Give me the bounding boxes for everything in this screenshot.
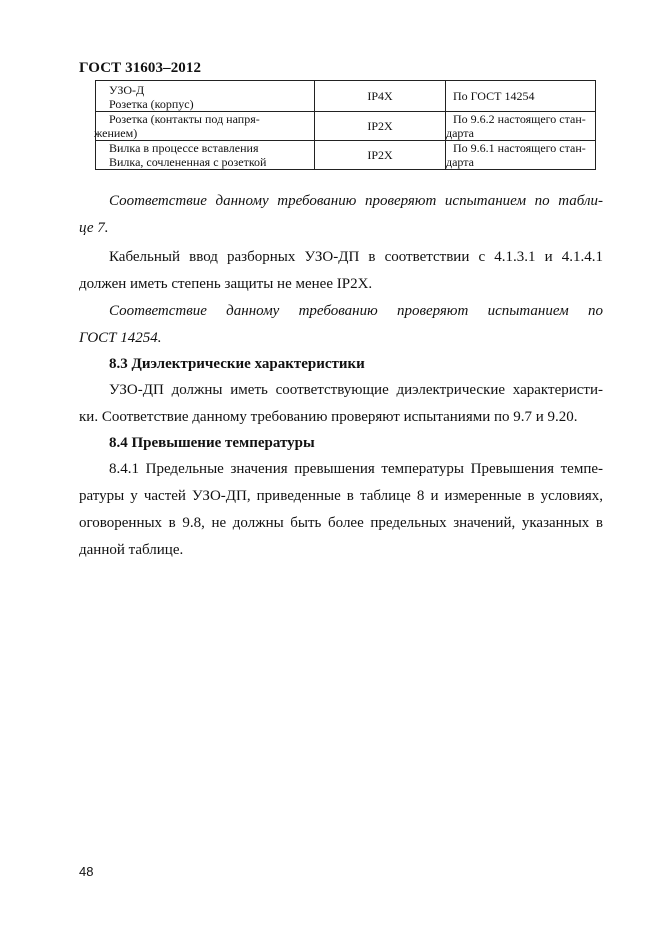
cell-line: УЗО-Д xyxy=(109,83,145,97)
table-row xyxy=(96,112,596,141)
text-line: Соответствие данному требованию проверяют испытанием по табли- xyxy=(109,193,603,209)
table-cell-product xyxy=(96,141,315,170)
cell-line: Розетка (корпус) xyxy=(109,97,194,111)
text-line: Кабельный ввод разборных УЗО-ДП в соответствии с 4.1.3.1 и 4.1.4.1 xyxy=(109,249,603,265)
text-line: це 7. xyxy=(79,220,109,236)
paragraph-compliance-gost xyxy=(79,298,603,352)
cell-line: По 9.6.1 настоящего стан- xyxy=(453,141,586,155)
cell-line: Вилка, сочлененная с розеткой xyxy=(109,155,267,169)
cell-line: дарта xyxy=(446,155,474,169)
text-line: оговоренных в 9.8, не должны быть более предельных значений, указанных в xyxy=(79,515,603,531)
text-line: должен иметь степень защиты не менее IP2X. xyxy=(79,276,373,292)
text-line: Соответствие данному требованию проверяют испытанием по xyxy=(109,303,603,319)
table-cell-method xyxy=(446,141,596,170)
text-line: ГОСТ 14254. xyxy=(79,330,162,346)
cell-line: Розетка (контакты под напря- xyxy=(109,112,260,126)
table-cell-method xyxy=(446,112,596,141)
text-line: УЗО-ДП должны иметь соответствующие диэлектрические характеристи- xyxy=(109,382,603,398)
cell-line: дарта xyxy=(446,126,474,140)
table-cell-protection: IP4X xyxy=(315,81,446,112)
text-line: ратуры у частей УЗО-ДП, приведенные в таблице 8 и измеренные в условиях, xyxy=(79,488,603,504)
paragraph-compliance-table7 xyxy=(79,188,603,242)
page-number: 48 xyxy=(79,864,94,879)
protection-degree-table xyxy=(95,80,596,170)
table-row xyxy=(96,141,596,170)
cell-line: По 9.6.2 настоящего стан- xyxy=(453,112,586,126)
table-cell-method xyxy=(446,81,596,112)
section-heading-8-3 xyxy=(79,351,603,378)
paragraph-dielectric xyxy=(79,377,603,431)
text-line: ки. Соответствие данному требованию проверяют испытаниями по 9.7 и 9.20. xyxy=(79,409,578,425)
text-line: данной таблице. xyxy=(79,542,184,558)
cell-line: По ГОСТ 14254 xyxy=(453,89,535,103)
paragraph-cable-entry xyxy=(79,244,603,298)
table-row xyxy=(96,81,596,112)
heading-text: 8.3 Диэлектрические характеристики xyxy=(109,356,365,372)
table-cell-product xyxy=(96,81,315,112)
paragraph-temperature-rise xyxy=(79,456,603,564)
text-line: 8.4.1 Предельные значения превышения температуры Превышения темпе- xyxy=(109,461,603,477)
table-cell-protection: IP2X xyxy=(315,141,446,170)
cell-line: жением) xyxy=(94,126,138,140)
table-cell-protection: IP2X xyxy=(315,112,446,141)
section-heading-8-4 xyxy=(79,430,603,457)
document-header: ГОСТ 31603–2012 xyxy=(79,60,202,76)
heading-text: 8.4 Превышение температуры xyxy=(109,435,315,451)
table-cell-product xyxy=(96,112,315,141)
cell-line: Вилка в процессе вставления xyxy=(109,141,259,155)
